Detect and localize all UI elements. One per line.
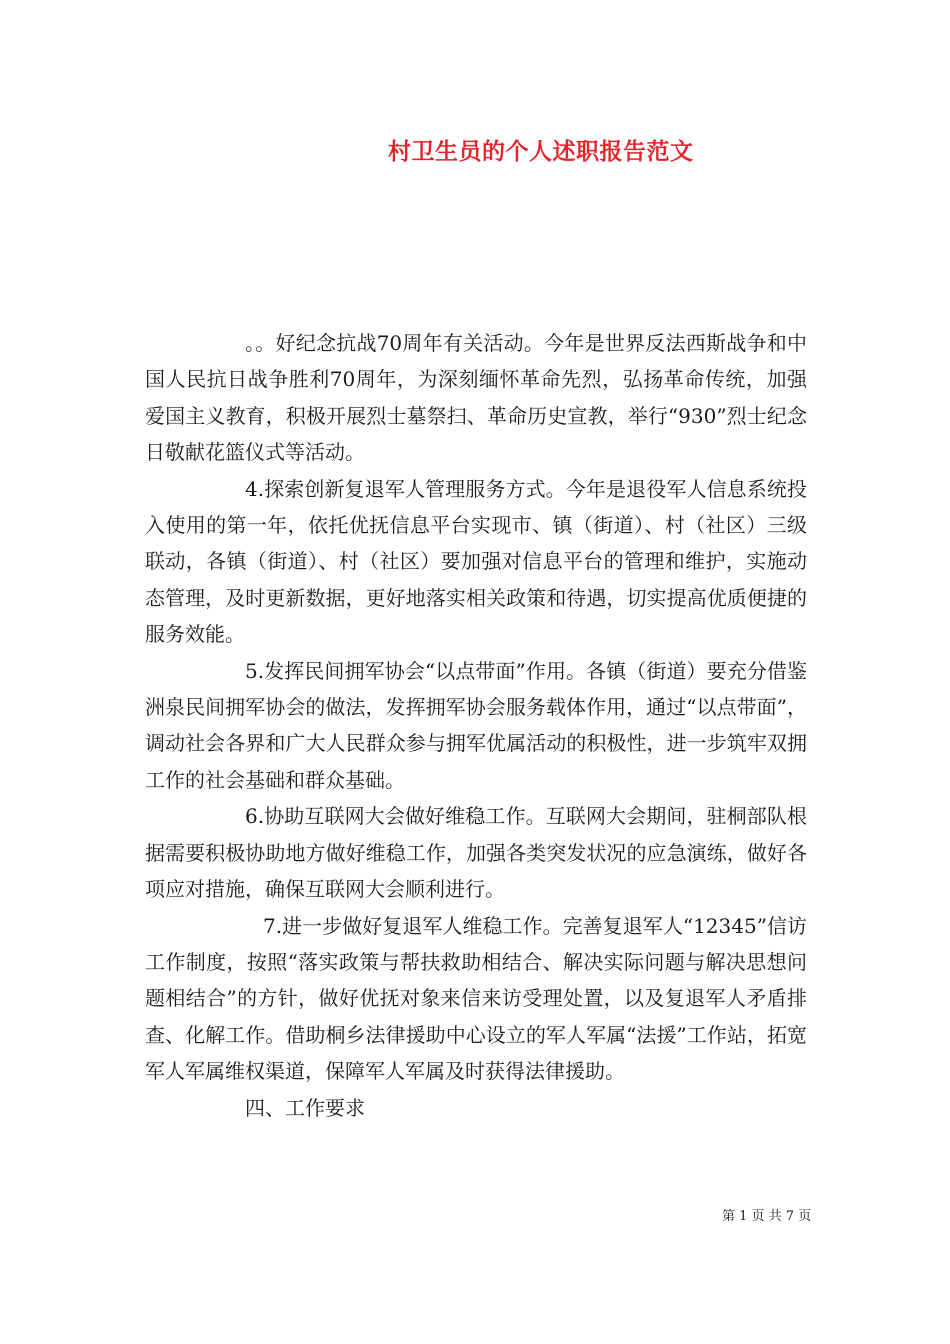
document-body bbox=[145, 325, 807, 1126]
page-number-footer: 第 1 页 共 7 页 bbox=[722, 1209, 812, 1224]
paragraph-item-5: 5.发挥民间拥军协会“以点带面”作用。各镇（街道）要充分借鉴洲泉民间拥军协会的做法，发挥拥军协会服务载体作用，通过“以点带面”，调动社会各界和广大人民群众参与拥军优属活动的积极性，进一步筑牢双拥工作的社会基础和群众基础。 bbox=[145, 658, 807, 792]
paragraph-item-4: 4.探索创新复退军人管理服务方式。今年是退役军人信息系统投入使用的第一年，依托优抚信息平台实现市、镇（街道）、村（社区）三级联动，各镇（街道）、村（社区）要加强对信息平台的管理和维护，实施动态管理，及时更新数据，更好地落实相关政策和待遇，切实提高优质便捷的服务效能。 bbox=[145, 476, 807, 647]
section-heading-work-requirements: 四、工作要求 bbox=[245, 1095, 365, 1120]
document-title: 村卫生员的个人述职报告范文 bbox=[388, 138, 694, 165]
paragraph-commemoration: 。。好纪念抗战70周年有关活动。今年是世界反法西斯战争和中国人民抗日战争胜利70周年，为深刻缅怀革命先烈，弘扬革命传统，加强爱国主义教育，积极开展烈士墓祭扫、革命历史宣教，举行“930”烈士纪念日敬献花篮仪式等活动。 bbox=[145, 331, 807, 465]
paragraph-item-7: 7.进一步做好复退军人维稳工作。完善复退军人“12345”信访工作制度，按照“落实政策与帮扶救助相结合、解决实际问题与解决思想问题相结合”的方针，做好优抚对象来信来访受理处置，以及复退军人矛盾排查、化解工作。借助桐乡法律援助中心设立的军人军属“法援”工作站，拓宽军人军属维权渠道，保障军人军属及时获得法律援助。 bbox=[145, 913, 807, 1084]
paragraph-item-6: 6.协助互联网大会做好维稳工作。互联网大会期间，驻桐部队根据需要积极协助地方做好维稳工作，加强各类突发状况的应急演练，做好各项应对措施，确保互联网大会顺利进行。 bbox=[145, 804, 807, 902]
